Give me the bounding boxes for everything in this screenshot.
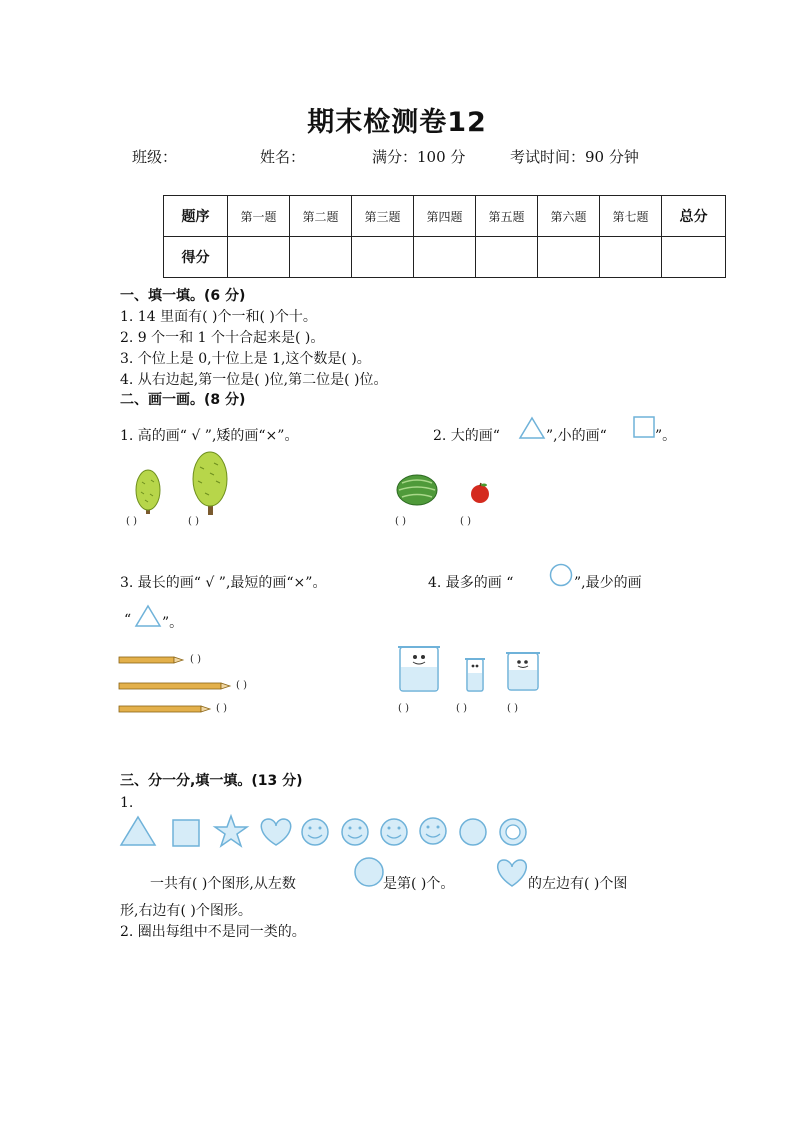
tall-tree-icon (190, 451, 230, 515)
medium-beaker-icon (505, 649, 541, 691)
small-tree-icon (133, 468, 163, 516)
triangle-icon (134, 604, 162, 628)
pencil-short-icon (119, 704, 211, 714)
question-2-4-part: “ (124, 612, 132, 628)
section1-item: 1. 14 里面有( )个一和( )个十。 (120, 309, 317, 325)
table-cell: 第七题 (600, 196, 662, 237)
circle-icon (549, 563, 573, 587)
answer-blank[interactable]: ( ) (216, 703, 227, 714)
question-3-1-text: 形,右边有( )个图形。 (120, 903, 252, 919)
circle-icon (354, 857, 384, 887)
question-3-1-text: 一共有( )个图形,从左数 (150, 876, 296, 892)
heart-icon (495, 858, 529, 888)
page-title: 期末检测卷12 (307, 107, 487, 138)
large-beaker-icon (396, 643, 442, 693)
section1-item: 2. 9 个一和 1 个十合起来是( )。 (120, 330, 325, 346)
table-cell: 第五题 (476, 196, 538, 237)
answer-blank[interactable]: ( ) (188, 516, 199, 527)
pencil-medium-icon (119, 655, 184, 665)
question-2-4-part: ”。 (162, 615, 184, 631)
section2-heading: 二、画一画。(8 分) (120, 392, 246, 408)
pencil-long-icon (119, 681, 231, 691)
question-2-4-part: 4. 最多的画 “ (428, 575, 514, 591)
question-3-1-number: 1. (120, 795, 134, 811)
table-cell: 第三题 (352, 196, 414, 237)
exam-time-label: 考试时间：90 分钟 (510, 148, 639, 166)
table-cell: 总分 (662, 196, 726, 237)
score-table (163, 195, 726, 278)
question-2-1: 1. 高的画“ √ ”,矮的画“×”。 (120, 428, 299, 444)
answer-blank[interactable]: ( ) (236, 680, 247, 691)
question-3-1-text: 的左边有( )个图 (528, 876, 628, 892)
section1-item: 3. 个位上是 0,十位上是 1,这个数是( )。 (120, 351, 371, 367)
table-cell[interactable] (352, 237, 414, 278)
answer-blank[interactable]: ( ) (456, 703, 467, 714)
score-table-header-row (164, 196, 726, 237)
star-shape (215, 816, 247, 846)
triangle-shape (121, 817, 155, 845)
smiley-face-shape (420, 818, 446, 844)
smiley-face-shape (381, 819, 407, 845)
smiley-face-shape (342, 819, 368, 845)
answer-blank[interactable]: ( ) (126, 516, 137, 527)
table-cell: 题序 (164, 196, 228, 237)
question-3-1-text: 是第( )个。 (383, 876, 455, 892)
heart-shape (261, 819, 290, 845)
square-icon (633, 416, 655, 438)
full-score-label: 满分：100 分 (372, 148, 466, 166)
table-cell[interactable] (228, 237, 290, 278)
watermelon-icon (396, 474, 438, 506)
section1-item: 4. 从右边起,第一位是( )位,第二位是( )位。 (120, 372, 388, 388)
table-cell[interactable] (414, 237, 476, 278)
table-cell[interactable] (600, 237, 662, 278)
table-cell: 第一题 (228, 196, 290, 237)
table-cell[interactable] (476, 237, 538, 278)
answer-blank[interactable]: ( ) (398, 703, 409, 714)
table-cell: 得分 (164, 237, 228, 278)
ring-shape (500, 819, 526, 845)
question-2-2-part: ”。 (655, 428, 677, 444)
circle-shape (460, 819, 486, 845)
question-2-2-part: ”,小的画“ (546, 428, 607, 444)
table-cell: 第二题 (290, 196, 352, 237)
score-table-score-row (164, 237, 726, 278)
question-2-2-part: 2. 大的画“ (433, 428, 500, 444)
class-label: 班级： (132, 148, 178, 166)
small-beaker-icon (464, 656, 486, 692)
table-cell[interactable] (662, 237, 726, 278)
question-2-4-part: ”,最少的画 (574, 575, 642, 591)
triangle-icon (518, 416, 546, 440)
answer-blank[interactable]: ( ) (395, 516, 406, 527)
question-2-3: 3. 最长的画“ √ ”,最短的画“×”。 (120, 575, 327, 591)
table-cell: 第六题 (538, 196, 600, 237)
table-cell[interactable] (538, 237, 600, 278)
square-shape (173, 820, 199, 846)
answer-blank[interactable]: ( ) (190, 654, 201, 665)
section3-heading: 三、分一分,填一填。(13 分) (120, 773, 303, 789)
table-cell[interactable] (290, 237, 352, 278)
answer-blank[interactable]: ( ) (507, 703, 518, 714)
shape-row (118, 814, 538, 850)
name-label: 姓名： (260, 148, 306, 166)
answer-blank[interactable]: ( ) (460, 516, 471, 527)
table-cell: 第四题 (414, 196, 476, 237)
apple-icon (470, 482, 490, 504)
smiley-face-shape (302, 819, 328, 845)
question-3-2: 2. 圈出每组中不是同一类的。 (120, 924, 306, 940)
section1-heading: 一、填一填。(6 分) (120, 288, 246, 304)
